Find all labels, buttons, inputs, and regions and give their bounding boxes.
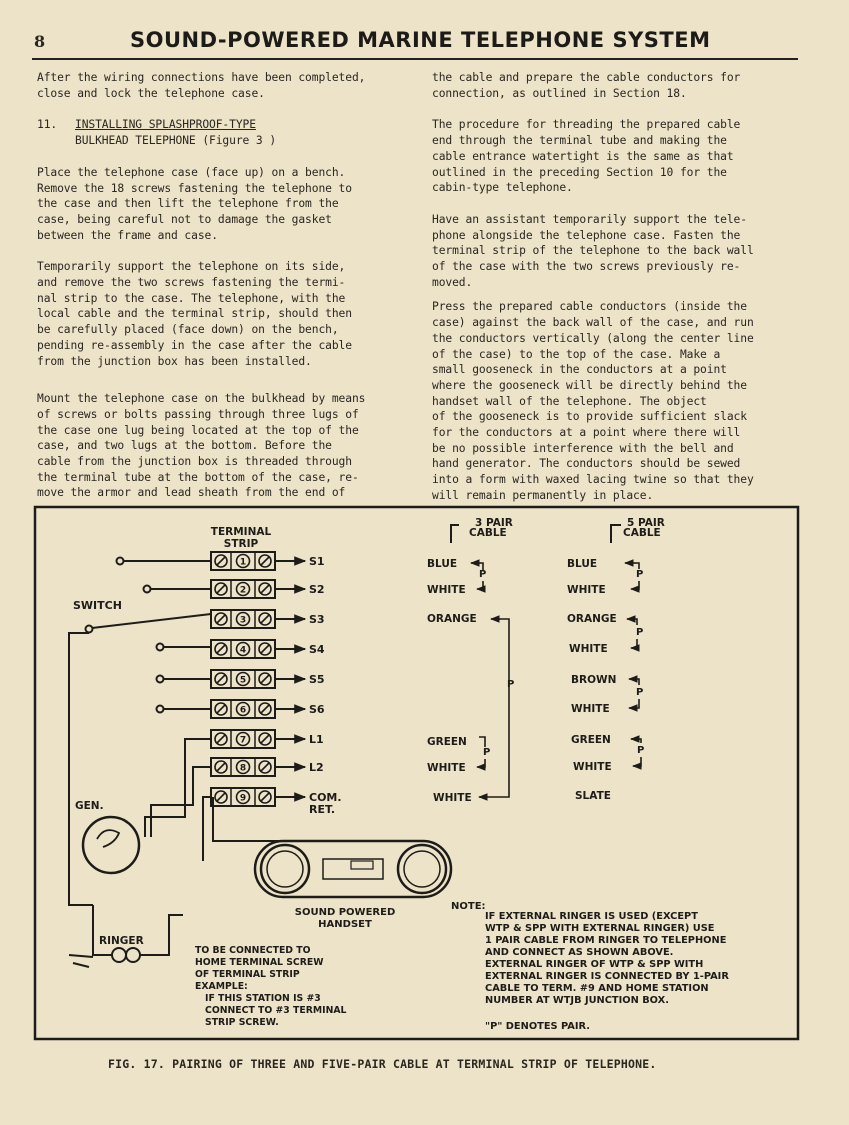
text-line: of the gooseneck is to provide sufficient slack [432, 410, 747, 424]
text-line: of screws or bolts passing through three lugs of [37, 407, 359, 421]
terminal-label: S6 [309, 703, 325, 716]
note-line: EXTERNAL RINGER IS CONNECTED BY 1-PAIR [485, 971, 729, 982]
p-denotes-pair: "P" DENOTES PAIR. [485, 1021, 590, 1032]
wiring-diagram [33, 505, 800, 1041]
terminal-label: S2 [309, 583, 325, 596]
three-pair-title: 3 PAIR [475, 517, 513, 529]
five-pair-title: 5 PAIR [627, 517, 665, 529]
text-line: pending re-assembly in the case after the cable [37, 338, 352, 352]
terminal-label: S5 [309, 673, 325, 686]
pair-mark: P [479, 569, 487, 580]
text-line: phone alongside the telephone case. Fasten the [432, 228, 741, 242]
terminal-row [211, 580, 325, 598]
right-column [432, 70, 802, 504]
terminal-label: L2 [309, 761, 324, 774]
terminal-row [211, 610, 325, 628]
text-line: between the frame and case. [37, 228, 218, 242]
terminal-number: 4 [239, 645, 247, 656]
pair-mark: P [483, 747, 491, 758]
terminal-row [211, 758, 324, 776]
terminal-label: S4 [309, 643, 325, 656]
text-line: be no possible interference with the bell and [432, 441, 734, 455]
text-line: Remove the 18 screws fastening the telephone to [37, 181, 352, 195]
diagram-note [451, 901, 729, 1032]
wire-white: WHITE [569, 643, 608, 655]
wire-white: WHITE [571, 703, 610, 715]
wire-green: GREEN [571, 734, 611, 746]
text-line: hand generator. The conductors should be sewed [432, 457, 741, 471]
page-number: 8 [34, 32, 46, 51]
note-line: EXTERNAL RINGER OF WTP & SPP WITH [485, 959, 704, 970]
text-line: and remove the two screws fastening the termi- [37, 276, 346, 290]
text-line: small gooseneck in the conductors at a point [432, 363, 727, 377]
note-line: AND CONNECT AS SHOWN ABOVE. [485, 947, 674, 958]
text-line: into a form with waxed lacing twine so that they [432, 473, 754, 487]
connect-note-line: CONNECT TO #3 TERMINAL [205, 1005, 347, 1016]
note-line: IF EXTERNAL RINGER IS USED (EXCEPT [485, 911, 698, 922]
section-title: INSTALLING SPLASHPROOF-TYPE [75, 118, 256, 132]
text-line: for the conductors at a point where there will [432, 426, 741, 440]
com-ret-label: RET. [309, 803, 335, 816]
wire-white: WHITE [573, 761, 612, 773]
terminal-row [211, 552, 325, 570]
wire-white: WHITE [567, 584, 606, 596]
text-line: cable entrance watertight is the same as that [432, 149, 734, 163]
handset-label-2: HANDSET [318, 919, 372, 930]
text-line: cable from the junction box is threaded through [37, 455, 352, 469]
handset-label: SOUND POWERED [294, 907, 396, 918]
header-rule [32, 58, 798, 60]
terminal-label: L1 [309, 733, 324, 746]
terminal-number: 9 [239, 793, 247, 804]
section-title-2: BULKHEAD TELEPHONE [75, 134, 196, 148]
wire-blue: BLUE [567, 558, 598, 570]
text-line: Place the telephone case (face up) on a bench. [37, 165, 346, 179]
text-line: will remain permanently in place. [432, 488, 654, 502]
section-heading [37, 117, 409, 133]
terminal-row [211, 700, 325, 718]
terminal-number: 1 [239, 557, 247, 568]
note-line: WTP & SPP WITH EXTERNAL RINGER) USE [485, 923, 715, 934]
text-line: the case one lug being located at the top of the [37, 423, 359, 437]
pair-mark: P [636, 687, 644, 698]
text-line: end through the terminal tube and making the [432, 134, 727, 148]
wire-orange: ORANGE [427, 613, 477, 625]
generator-symbol [83, 817, 139, 873]
text-line: the case and then lift the telephone from the [37, 197, 339, 211]
handset-symbol [255, 841, 451, 897]
note-line: 1 PAIR CABLE FROM RINGER TO TELEPHONE [485, 935, 727, 946]
text-line: Mount the telephone case on the bulkhead by means [37, 392, 366, 406]
connect-note [195, 945, 347, 1028]
pair-mark: P [636, 627, 644, 638]
text-line: handset wall of the telephone. The object [432, 394, 707, 408]
text-line: the terminal tube at the bottom of the case, re- [37, 470, 359, 484]
terminal-number: 3 [239, 615, 247, 626]
switch-label: SWITCH [73, 599, 122, 612]
section-heading-line2 [37, 133, 409, 149]
five-pair-cable [567, 517, 665, 802]
text-line: cabin-type telephone. [432, 181, 573, 195]
text-line: move the armor and lead sheath from the end of [37, 486, 346, 500]
running-head: SOUND-POWERED MARINE TELEPHONE SYSTEM [130, 28, 711, 52]
three-pair-title-2: CABLE [469, 527, 507, 539]
section-number: 11. [37, 118, 58, 132]
terminal-number: 5 [239, 675, 247, 686]
terminal-row [211, 640, 325, 658]
terminal-number: 8 [239, 763, 247, 774]
left-column [37, 70, 409, 501]
terminal-row [211, 670, 325, 688]
wire-green: GREEN [427, 736, 467, 748]
text-line: be carefully placed (face down) on the bench, [37, 323, 339, 337]
wire-white: WHITE [427, 584, 466, 596]
pair-mark: P [637, 745, 645, 756]
text-line: Press the prepared cable conductors (inside the [432, 300, 747, 314]
wire-white: WHITE [433, 792, 472, 804]
ringer-label: RINGER [99, 935, 144, 947]
ringer-symbol [69, 948, 140, 967]
wire-slate: SLATE [575, 790, 611, 802]
text-line: the conductors vertically (along the center line [432, 331, 754, 345]
connect-note-line: EXAMPLE: [195, 981, 248, 992]
wire-white: WHITE [427, 762, 466, 774]
terminal-number: 6 [239, 705, 247, 716]
wire-brown: BROWN [571, 674, 617, 686]
connect-note-line: OF TERMINAL STRIP [195, 969, 300, 980]
text-line: where the gooseneck will be directly behind the [432, 378, 747, 392]
note-label: NOTE: [451, 901, 486, 912]
text-line: local cable and the terminal strip, should then [37, 307, 352, 321]
terminal-strip [211, 552, 342, 816]
figure-caption: FIG. 17. PAIRING OF THREE AND FIVE-PAIR CABLE AT TERMINAL STRIP OF TELEPHONE. [108, 1057, 657, 1071]
terminal-label: S3 [309, 613, 325, 626]
figure-ref: (Figure 3 ) [195, 134, 277, 148]
connect-note-line: IF THIS STATION IS #3 [205, 993, 321, 1004]
text-line: the cable and prepare the cable conductors for [432, 71, 741, 84]
text-line: Temporarily support the telephone on its side, [37, 260, 346, 274]
note-line: NUMBER AT WTJB JUNCTION BOX. [485, 995, 669, 1006]
text-line: close and lock the telephone case. [37, 86, 265, 100]
text-line: After the wiring connections have been completed, [37, 71, 366, 84]
terminal-label: S1 [309, 555, 325, 568]
pair-mark: P [636, 569, 644, 580]
terminal-label: COM. [309, 791, 342, 804]
pair-mark: P [507, 679, 515, 690]
wire-orange: ORANGE [567, 613, 617, 625]
text-line: case, and two lugs at the bottom. Before the [37, 439, 332, 453]
five-pair-title-2: CABLE [623, 527, 661, 539]
connect-note-line: HOME TERMINAL SCREW [195, 957, 324, 968]
connect-note-line: STRIP SCREW. [205, 1017, 279, 1028]
text-line: Have an assistant temporarily support the tele- [432, 212, 747, 226]
gen-label: GEN. [75, 800, 104, 812]
text-line: The procedure for threading the prepared cable [432, 118, 741, 132]
text-line: nal strip to the case. The telephone, with the [37, 291, 346, 305]
text-line: terminal strip of the telephone to the back wall [432, 244, 754, 258]
text-line: case) against the back wall of the case, and run [432, 316, 754, 330]
terminal-number: 7 [239, 735, 247, 746]
text-line: moved. [432, 275, 473, 289]
terminal-strip-label-2: STRIP [223, 538, 259, 550]
connect-note-line: TO BE CONNECTED TO [195, 945, 311, 956]
text-line: of the case with the two screws previously re- [432, 260, 741, 274]
three-pair-cable [427, 517, 514, 804]
text-line: from the junction box has been installed. [37, 354, 312, 368]
terminal-number: 2 [239, 585, 247, 596]
wire-blue: BLUE [427, 558, 458, 570]
text-line: case, being careful not to damage the gasket [37, 212, 332, 226]
note-line: CABLE TO TERM. #9 AND HOME STATION [485, 983, 709, 994]
terminal-row [211, 788, 342, 816]
terminal-strip-label: TERMINAL [210, 526, 272, 538]
terminal-row [211, 730, 324, 748]
text-line: outlined in the preceding Section 10 for the [432, 165, 727, 179]
text-line: of the case) to the top of the case. Make a [432, 347, 721, 361]
text-line: connection, as outlined in Section 18. [432, 86, 687, 100]
